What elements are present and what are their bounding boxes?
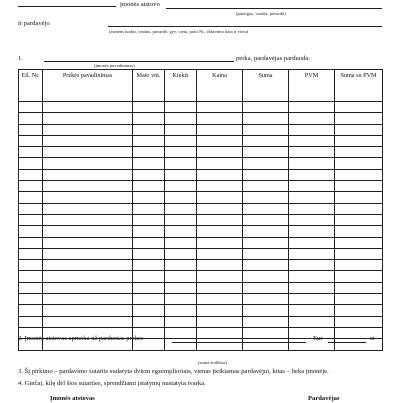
table-cell[interactable] (43, 214, 133, 225)
table-cell[interactable] (19, 169, 43, 180)
table-cell[interactable] (133, 192, 165, 203)
table-row (19, 192, 383, 203)
table-cell[interactable] (43, 113, 133, 124)
table-row (19, 237, 383, 248)
table-cell[interactable] (335, 248, 383, 259)
table-cell[interactable] (289, 316, 335, 327)
table-cell[interactable] (197, 158, 243, 169)
table-row (19, 305, 383, 316)
table-cell[interactable] (197, 260, 243, 271)
table-cell[interactable] (133, 147, 165, 158)
table-cell[interactable] (43, 135, 133, 146)
table-cell[interactable] (243, 158, 289, 169)
table-cell[interactable] (165, 124, 197, 135)
table-cell[interactable] (243, 113, 289, 124)
table-row (19, 158, 383, 169)
table-cell[interactable] (289, 203, 335, 214)
table-body (19, 102, 383, 351)
cents-label: ct (370, 335, 375, 342)
table-cell[interactable] (289, 271, 335, 282)
table-cell[interactable] (43, 169, 133, 180)
table-cell[interactable] (165, 237, 197, 248)
table-cell[interactable] (243, 135, 289, 146)
table-cell[interactable] (335, 305, 383, 316)
table-cell[interactable] (133, 113, 165, 124)
table-row (19, 169, 383, 180)
table-cell[interactable] (289, 214, 335, 225)
seller-caption: (asmens kodas, vardas, pavardė, gyv. vieta, paso Nr., išdavimo data ir vieta) (109, 29, 249, 34)
table-cell[interactable] (43, 181, 133, 192)
table-cell[interactable] (165, 158, 197, 169)
table-cell[interactable] (19, 237, 43, 248)
table-cell[interactable] (335, 327, 383, 338)
table-cell[interactable] (197, 282, 243, 293)
table-cell[interactable] (289, 113, 335, 124)
table-cell[interactable] (43, 237, 133, 248)
table-cell[interactable] (133, 102, 165, 113)
table-cell[interactable] (335, 271, 383, 282)
representative-caption: (pareigos, vardas, pavardė) (236, 11, 286, 16)
table-cell[interactable] (197, 271, 243, 282)
table-cell[interactable] (243, 203, 289, 214)
table-cell[interactable] (133, 248, 165, 259)
table-cell[interactable] (19, 271, 43, 282)
section1-number: 1. (18, 55, 23, 62)
table-cell[interactable] (133, 226, 165, 237)
column-header-price: Kaina (197, 70, 243, 102)
table-cell[interactable] (197, 124, 243, 135)
goods-table (18, 69, 383, 351)
table-cell[interactable] (165, 316, 197, 327)
table-cell[interactable] (243, 192, 289, 203)
table-cell[interactable] (197, 113, 243, 124)
table-cell[interactable] (243, 237, 289, 248)
table-cell[interactable] (289, 305, 335, 316)
cents-blank[interactable] (328, 342, 366, 343)
table-cell[interactable] (19, 214, 43, 225)
table-cell[interactable] (19, 135, 43, 146)
table-row (19, 271, 383, 282)
table-cell[interactable] (19, 305, 43, 316)
table-cell[interactable] (335, 135, 383, 146)
table-cell[interactable] (335, 203, 383, 214)
table-cell[interactable] (43, 248, 133, 259)
table-cell[interactable] (335, 158, 383, 169)
table-cell[interactable] (133, 294, 165, 305)
table-cell[interactable] (133, 305, 165, 316)
table-cell[interactable] (165, 327, 197, 338)
table-cell[interactable] (133, 124, 165, 135)
table-cell[interactable] (165, 214, 197, 225)
table-cell[interactable] (19, 147, 43, 158)
table-row (19, 203, 383, 214)
table-cell[interactable] (243, 316, 289, 327)
table-cell[interactable] (243, 147, 289, 158)
table-row (19, 113, 383, 124)
column-header-quantity: Kiekis (165, 70, 197, 102)
table-cell[interactable] (335, 226, 383, 237)
table-cell[interactable] (133, 260, 165, 271)
table-cell[interactable] (289, 282, 335, 293)
table-cell[interactable] (19, 260, 43, 271)
table-cell[interactable] (289, 260, 335, 271)
table-cell[interactable] (243, 339, 289, 350)
table-cell[interactable] (165, 192, 197, 203)
table-cell[interactable] (335, 147, 383, 158)
table-cell[interactable] (243, 260, 289, 271)
table-cell[interactable] (197, 214, 243, 225)
table-row (19, 260, 383, 271)
table-cell[interactable] (243, 214, 289, 225)
table-cell[interactable] (335, 294, 383, 305)
table-row (19, 181, 383, 192)
table-cell[interactable] (243, 271, 289, 282)
table-cell[interactable] (165, 294, 197, 305)
column-header-item-name: Prekės pavadinimas (43, 70, 133, 102)
table-cell[interactable] (243, 282, 289, 293)
table-cell[interactable] (19, 158, 43, 169)
table-cell[interactable] (197, 305, 243, 316)
table-cell[interactable] (289, 147, 335, 158)
table-cell[interactable] (335, 102, 383, 113)
table-cell[interactable] (165, 169, 197, 180)
signature-right-label: Pardavėjas (308, 395, 340, 402)
table-cell[interactable] (133, 181, 165, 192)
table-cell[interactable] (165, 305, 197, 316)
table-cell[interactable] (197, 135, 243, 146)
table-cell[interactable] (289, 327, 335, 338)
table-cell[interactable] (197, 339, 243, 350)
seller-label: ir pardavėjo (18, 20, 50, 27)
table-cell[interactable] (243, 181, 289, 192)
table-cell[interactable] (43, 316, 133, 327)
table-cell[interactable] (165, 339, 197, 350)
table-cell[interactable] (243, 248, 289, 259)
currency-label: Eur (313, 335, 323, 342)
table-cell[interactable] (165, 248, 197, 259)
company-name-caption: (įmonės pavadinimas) (94, 63, 135, 68)
table-cell[interactable] (133, 169, 165, 180)
table-cell[interactable] (197, 102, 243, 113)
table-row (19, 102, 383, 113)
table-cell[interactable] (43, 102, 133, 113)
section3-text: 3. Šį pirkimo – pardavimo sutartis sudaryta dviem egzemplioriais, vienas įteikiamas pardavėjui, kitas – lieka įmonėje. (18, 368, 329, 375)
table-cell[interactable] (335, 316, 383, 327)
table-cell[interactable] (197, 147, 243, 158)
table-cell[interactable] (43, 271, 133, 282)
table-cell[interactable] (43, 260, 133, 271)
table-cell[interactable] (197, 316, 243, 327)
table-row (19, 214, 383, 225)
table-cell[interactable] (243, 169, 289, 180)
table-cell[interactable] (19, 248, 43, 259)
table-cell[interactable] (197, 248, 243, 259)
table-cell[interactable] (243, 327, 289, 338)
table-cell[interactable] (289, 181, 335, 192)
column-header-vat: PVM (289, 70, 335, 102)
table-cell[interactable] (289, 102, 335, 113)
table-cell[interactable] (197, 169, 243, 180)
table-cell[interactable] (19, 294, 43, 305)
table-cell[interactable] (165, 147, 197, 158)
table-cell[interactable] (335, 192, 383, 203)
table-cell[interactable] (19, 181, 43, 192)
table-row (19, 147, 383, 158)
table-cell[interactable] (165, 282, 197, 293)
table-cell[interactable] (243, 294, 289, 305)
table-cell[interactable] (19, 113, 43, 124)
table-cell[interactable] (133, 282, 165, 293)
table-cell[interactable] (197, 181, 243, 192)
table-row (19, 135, 383, 146)
table-cell[interactable] (165, 181, 197, 192)
table-cell[interactable] (289, 158, 335, 169)
table-cell[interactable] (289, 294, 335, 305)
table-row (19, 124, 383, 135)
table-cell[interactable] (335, 282, 383, 293)
table-cell[interactable] (335, 113, 383, 124)
table-cell[interactable] (43, 192, 133, 203)
table-cell[interactable] (197, 237, 243, 248)
table-cell[interactable] (165, 135, 197, 146)
table-cell[interactable] (133, 316, 165, 327)
table-cell[interactable] (43, 294, 133, 305)
table-row (19, 226, 383, 237)
table-cell[interactable] (197, 226, 243, 237)
table-cell[interactable] (43, 158, 133, 169)
table-cell[interactable] (43, 305, 133, 316)
seller-details-blank[interactable] (108, 26, 382, 27)
table-cell[interactable] (243, 305, 289, 316)
table-row (19, 282, 383, 293)
table-cell[interactable] (289, 226, 335, 237)
table-cell[interactable] (165, 260, 197, 271)
table-row (19, 294, 383, 305)
table-cell[interactable] (19, 316, 43, 327)
section1-text: perka, pardavėjas parduoda: (236, 55, 311, 62)
table-cell[interactable] (133, 135, 165, 146)
representative-label: įmonės atstovo (120, 1, 160, 8)
table-cell[interactable] (133, 203, 165, 214)
table-cell[interactable] (43, 226, 133, 237)
table-cell[interactable] (43, 147, 133, 158)
column-header-amount-with-vat: Suma su PVM (335, 70, 383, 102)
representative-name-blank[interactable] (18, 6, 116, 7)
table-cell[interactable] (197, 203, 243, 214)
table-cell[interactable] (335, 237, 383, 248)
table-cell[interactable] (289, 237, 335, 248)
table-cell[interactable] (289, 135, 335, 146)
table-cell[interactable] (19, 192, 43, 203)
table-cell[interactable] (43, 124, 133, 135)
table-cell[interactable] (335, 260, 383, 271)
section2-text: 2. Įmonės atstovas apmoka už parduotas prekes (18, 335, 144, 342)
signature-left-label: Įmonės atstovas (50, 395, 95, 402)
table-cell[interactable] (335, 181, 383, 192)
table-cell[interactable] (43, 203, 133, 214)
table-cell[interactable] (165, 271, 197, 282)
amount-in-words-blank[interactable] (172, 342, 306, 343)
table-cell[interactable] (243, 124, 289, 135)
column-header-amount: Suma (243, 70, 289, 102)
column-header-unit: Mato vnt. (133, 70, 165, 102)
table-cell[interactable] (133, 158, 165, 169)
table-cell[interactable] (19, 102, 43, 113)
table-row (19, 248, 383, 259)
table-cell[interactable] (197, 294, 243, 305)
table-cell[interactable] (335, 124, 383, 135)
table-cell[interactable] (197, 327, 243, 338)
column-header-row-number: Eil. Nr. (19, 70, 43, 102)
table-cell[interactable] (197, 192, 243, 203)
section4-text: 4. Ginčai, kilę dėl šios sutarties, sprendžiami įstatymų nustatyta tvarka. (18, 380, 206, 387)
table-cell[interactable] (335, 339, 383, 350)
table-row (19, 316, 383, 327)
representative-position-blank[interactable] (166, 8, 382, 9)
table-cell[interactable] (19, 124, 43, 135)
table-cell[interactable] (43, 282, 133, 293)
table-cell[interactable] (289, 339, 335, 350)
table-cell[interactable] (165, 226, 197, 237)
table-cell[interactable] (133, 214, 165, 225)
table-cell[interactable] (289, 192, 335, 203)
table-cell[interactable] (19, 226, 43, 237)
table-cell[interactable] (243, 226, 289, 237)
table-cell[interactable] (289, 169, 335, 180)
table-cell[interactable] (335, 214, 383, 225)
table-cell[interactable] (133, 271, 165, 282)
table-cell[interactable] (335, 169, 383, 180)
company-name-blank[interactable] (44, 61, 234, 62)
table-cell[interactable] (19, 282, 43, 293)
table-cell[interactable] (289, 124, 335, 135)
table-cell[interactable] (165, 102, 197, 113)
table-cell[interactable] (165, 113, 197, 124)
table-header-row (19, 70, 383, 102)
table-cell[interactable] (19, 203, 43, 214)
table-cell[interactable] (165, 203, 197, 214)
table-cell[interactable] (133, 237, 165, 248)
table-cell[interactable] (289, 248, 335, 259)
amount-caption: (suma žodžiais) (198, 360, 227, 365)
table-cell[interactable] (243, 102, 289, 113)
